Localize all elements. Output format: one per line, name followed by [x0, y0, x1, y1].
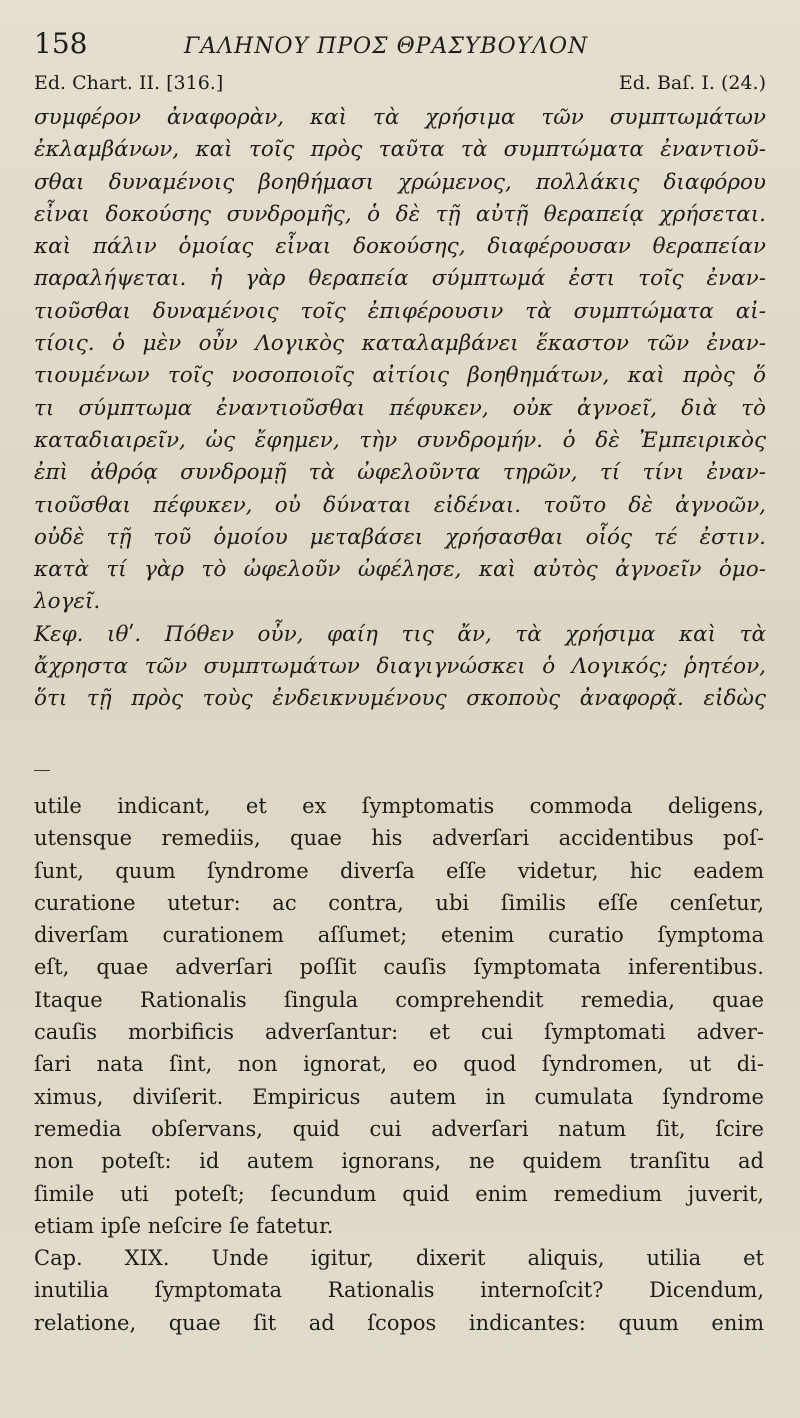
greek-text [34, 102, 766, 716]
greek-line: ἐπὶ ἀθρόᾳ συνδρομῇ τὰ ὠφελοῦντα τηρῶν, τί τίνι ἐναν- [34, 460, 766, 486]
latin-line: Itaque Rationalis ſingula comprehendit remedia, quae [34, 987, 764, 1012]
latin-line: eſt, quae adverſari poſſit cauſis ſymptomata inferentibus. [34, 955, 764, 980]
greek-line: κατὰ τί γὰρ τὸ ὠφελοῦν ὠφέλησε, καὶ αὐτὸς ἀγνοεῖν ὁμο- [34, 557, 766, 583]
greek-line: τίοις. ὁ μὲν οὖν Λογικὸς καταλαμβάνει ἕκαστον τῶν ἐναν- [34, 331, 766, 357]
greek-line: εἶναι δοκούσης συνδρομῆς, ὁ δὲ τῇ αὐτῇ θεραπείᾳ χρήσεται. [34, 201, 766, 227]
latin-line: relatione, quae ſit ad ſcopos indicantes: quum enim [34, 1310, 764, 1335]
page-header [34, 26, 774, 66]
latin-line: cauſis morbificis adverſantur: et cui ſymptomati adver- [34, 1020, 764, 1045]
running-head: ΓΑΛΗΝΟΥ ΠΡΟΣ ΘΡΑΣΥΒΟΥΛΟΝ [184, 34, 589, 59]
latin-line: remedia obſervans, quid cui adverſari natum ſit, ſcire [34, 1116, 764, 1141]
latin-line: non poteſt: id autem ignorans, ne quidem tranſitu ad [34, 1149, 764, 1174]
latin-line: curatione utetur: ac contra, ubi ſimilis eſſe cenſetur, [34, 890, 764, 915]
edition-references [34, 72, 766, 98]
latin-line: ſimile uti poteſt; ſecundum quid enim remedium juverit, [34, 1181, 764, 1206]
text-separator [34, 770, 50, 771]
latin-line: inutilia ſymptomata Rationalis internoſcit? Dicendum, [34, 1278, 764, 1303]
page-number: 158 [34, 27, 88, 60]
greek-line: παραλήψεται. ἡ γὰρ θεραπεία σύμπτωμά ἐστι τοῖς ἐναν- [34, 266, 766, 292]
greek-line: λογεῖ. [34, 589, 101, 615]
latin-line: ſari nata ſint, non ignorat, eo quod ſyndromen, ut di- [34, 1052, 764, 1077]
latin-text [34, 790, 764, 1339]
greek-line: σθαι δυναμένοις βοηθήμασι χρώμενος, πολλάκις διαφόρου [34, 169, 766, 195]
greek-line: συμφέρον ἀναφορὰν, καὶ τὰ χρήσιμα τῶν συμπτωμάτων [34, 105, 766, 130]
greek-line: Κεφ. ιθʹ. Πόθεν οὖν, φαίη τις ἄν, τὰ χρήσιμα καὶ τὰ [34, 621, 766, 647]
latin-line: etiam ipſe neſcire ſe fatetur. [34, 1213, 334, 1238]
greek-line: τιοῦσθαι πέφυκεν, οὐ δύναται εἰδέναι. τοῦτο δὲ ἀγνοῶν, [34, 492, 766, 518]
latin-line: utensque remediis, quae his adverſari accidentibus poſ- [34, 826, 764, 851]
edition-reference-left: Ed. Chart. II. [316.] [34, 72, 224, 94]
latin-line: ſunt, quum ſyndrome diverſa eſſe videtur, hic eadem [34, 858, 764, 883]
greek-line: καὶ πάλιν ὁμοίας εἶναι δοκούσης, διαφέρουσαν θεραπείαν [34, 234, 766, 260]
latin-line: diverſam curationem aſſumet; etenim curatio ſymptoma [34, 923, 764, 948]
latin-line: ximus, diviſerit. Empiricus autem in cumulata ſyndrome [34, 1084, 764, 1109]
greek-line: ὅτι τῇ πρὸς τοὺς ἐνδεικνυμένους σκοποὺς ἀναφορᾷ. εἰδὼς [34, 686, 766, 712]
greek-line: τι σύμπτωμα ἐναντιοῦσθαι πέφυκεν, οὐκ ἀγνοεῖ, διὰ τὸ [34, 395, 766, 421]
edition-reference-right: Ed. Baſ. I. (24.) [618, 72, 766, 94]
greek-line: ἄχρηστα τῶν συμπτωμάτων διαγιγνώσκει ὁ Λογικός; ῥητέον, [34, 654, 766, 680]
latin-line: utile indicant, et ex ſymptomatis commoda deligens, [34, 794, 764, 818]
latin-line: Cap. XIX. Unde igitur, dixerit aliquis, utilia et [34, 1246, 764, 1271]
greek-line: καταδιαιρεῖν, ὡς ἔφημεν, τὴν συνδρομήν. ὁ δὲ Ἐμπειρικὸς [34, 427, 766, 453]
greek-line: τιοῦσθαι δυναμένοις τοῖς ἐπιφέρουσιν τὰ συμπτώματα αἰ- [34, 298, 766, 324]
greek-line: ἐκλαμβάνων, καὶ τοῖς πρὸς ταῦτα τὰ συμπτώματα ἐναντιοῦ- [34, 137, 766, 163]
greek-line: τιουμένων τοῖς νοσοποιοῖς αἰτίοις βοηθημάτων, καὶ πρὸς ὅ [34, 363, 766, 389]
greek-line: οὐδὲ τῇ τοῦ ὁμοίου μεταβάσει χρήσασθαι οἷός τέ ἐστιν. [34, 524, 766, 550]
